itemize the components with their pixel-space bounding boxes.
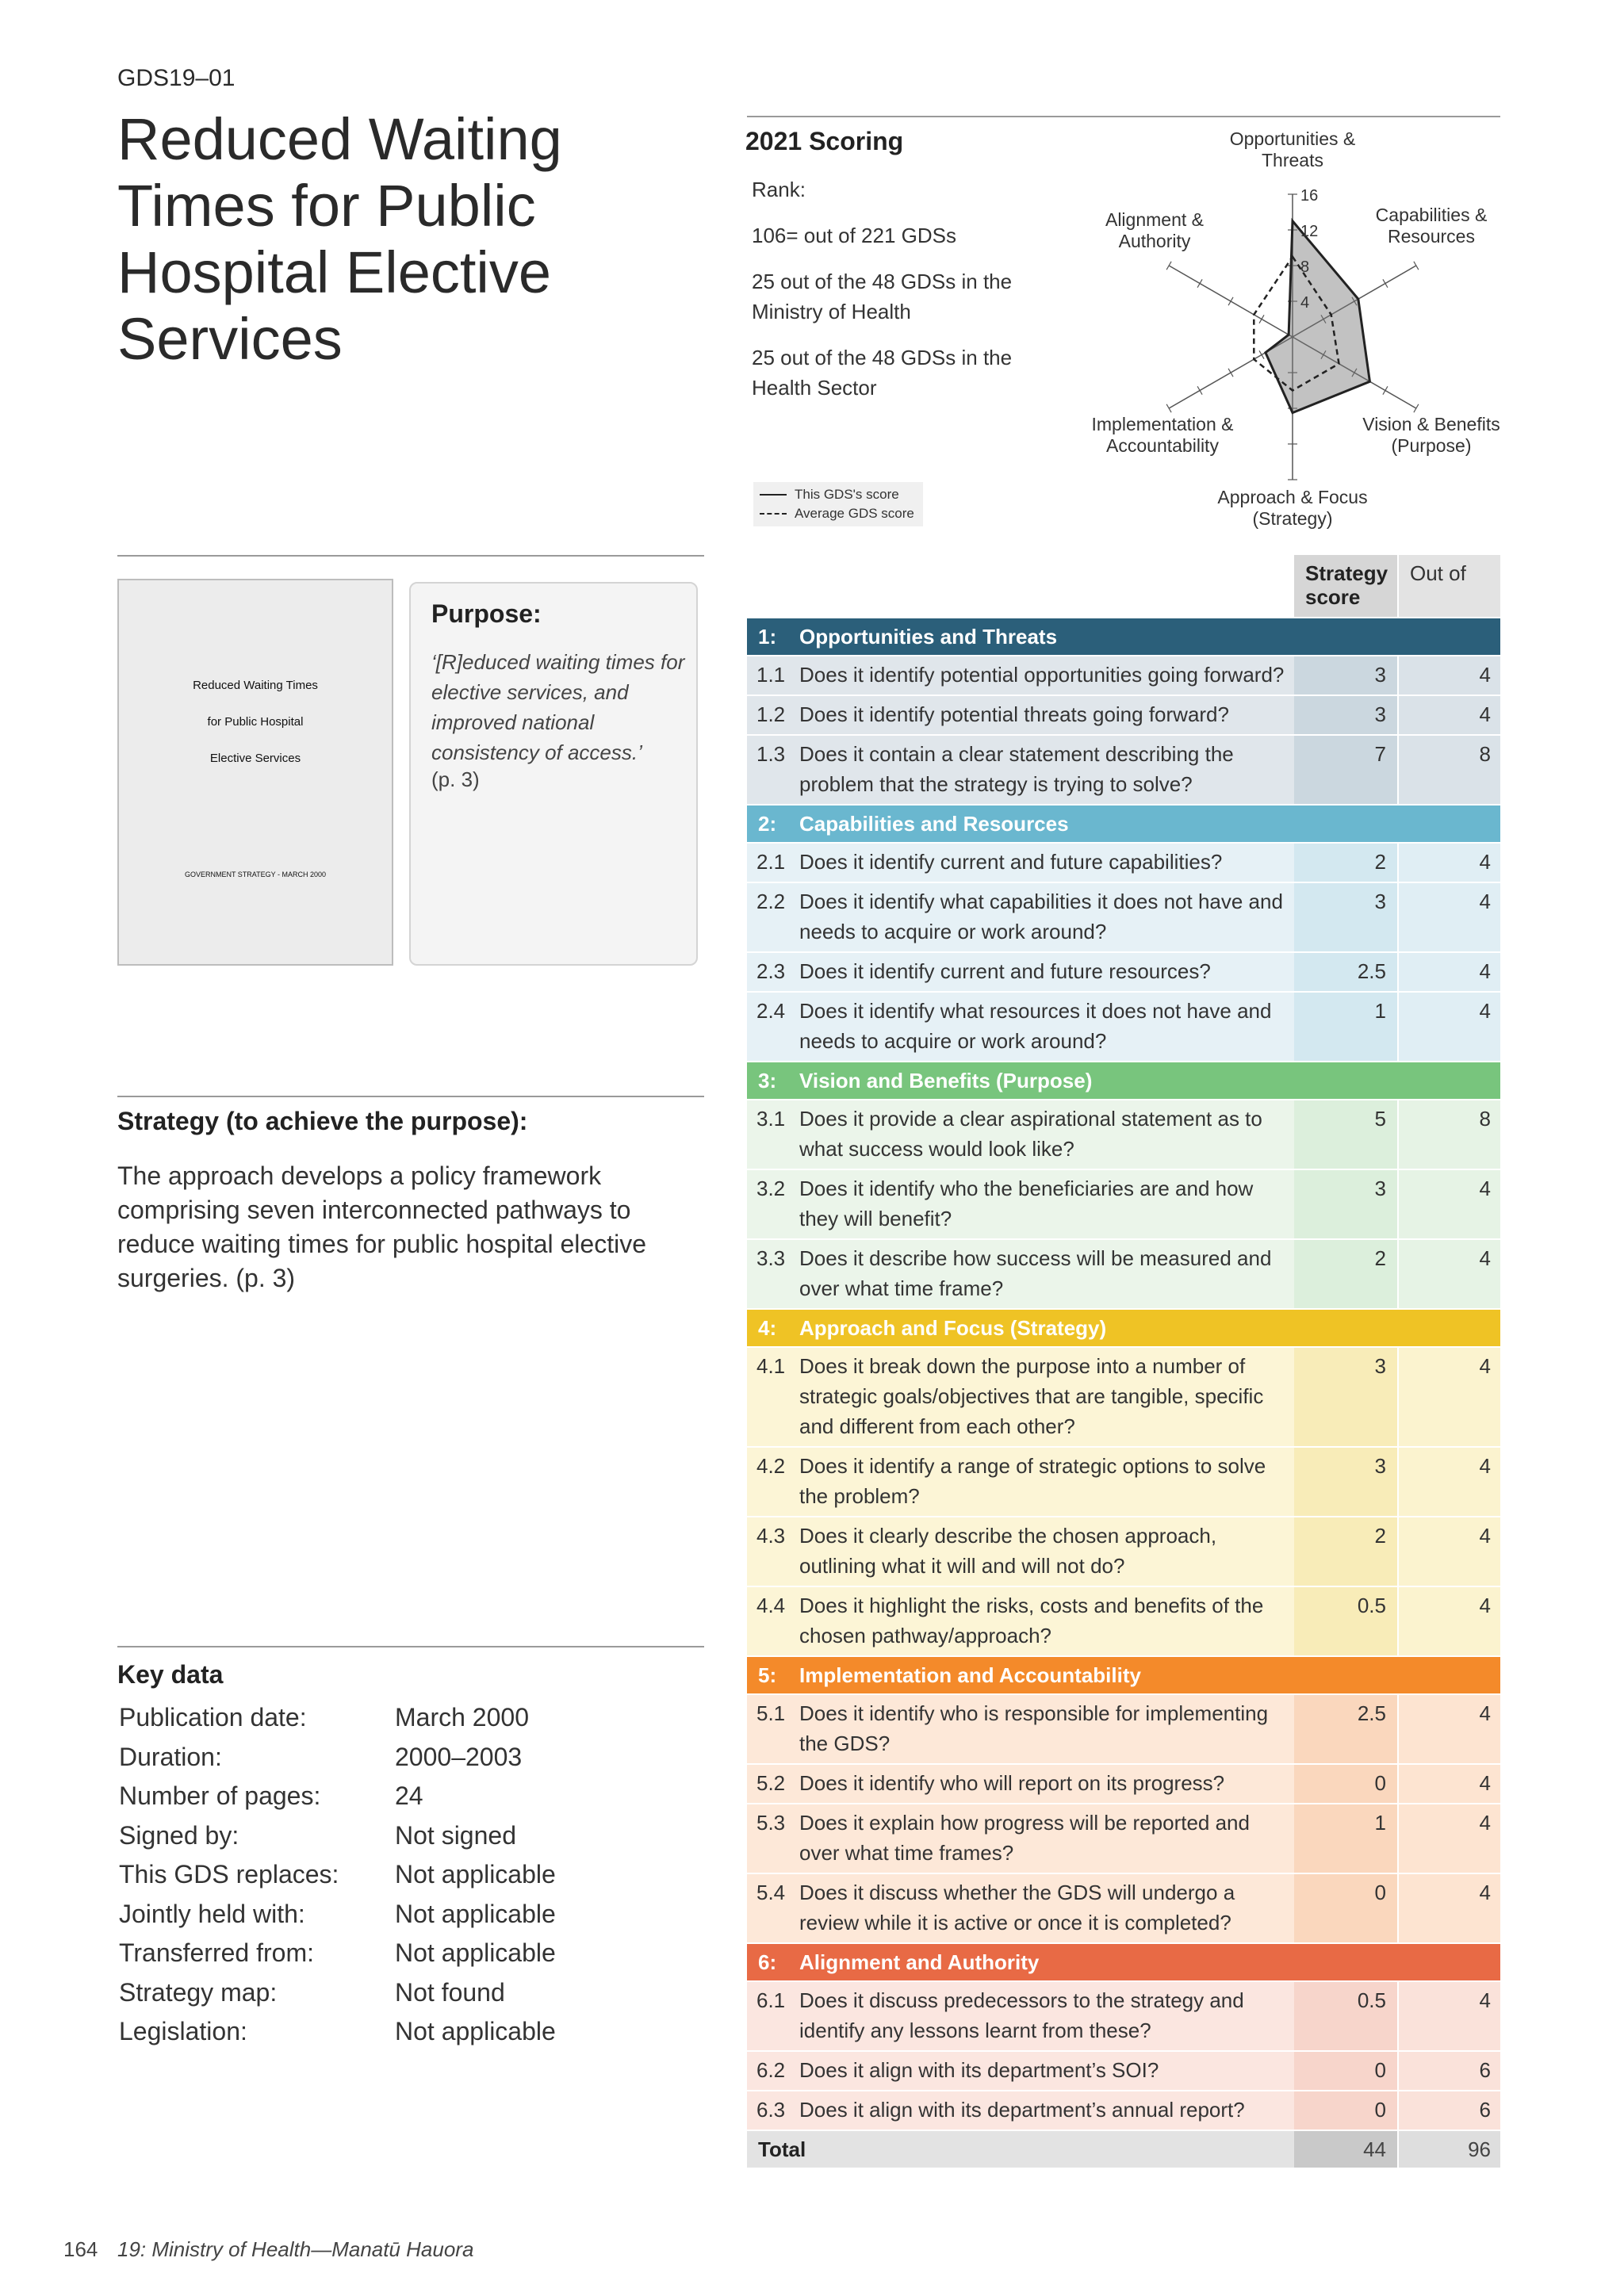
question-score: 2 bbox=[1294, 1517, 1397, 1586]
radar-tick-label: 8 bbox=[1300, 258, 1310, 276]
purpose-page-ref: (p. 3) bbox=[431, 767, 480, 791]
total-row bbox=[747, 2131, 1500, 2168]
question-score: 0.5 bbox=[1294, 1982, 1397, 2050]
score-table bbox=[747, 555, 1500, 2168]
table-row bbox=[747, 1170, 1500, 1238]
question-score: 3 bbox=[1294, 883, 1397, 951]
divider-strategy bbox=[117, 1096, 704, 1097]
question-number: 4.1 bbox=[747, 1348, 799, 1446]
question-number: 1.2 bbox=[747, 696, 799, 734]
section-header bbox=[747, 1310, 1500, 1346]
dashed-line-icon bbox=[760, 513, 787, 515]
question-score: 2.5 bbox=[1294, 1695, 1397, 1763]
question-out-of: 4 bbox=[1399, 1765, 1500, 1803]
radar-tick bbox=[1259, 315, 1264, 323]
question-text: Does it align with its department’s annual report? bbox=[799, 2091, 1294, 2130]
table-row bbox=[747, 1448, 1500, 1516]
question-out-of: 4 bbox=[1399, 993, 1500, 1061]
table-header bbox=[747, 555, 1500, 617]
page-number: 164 bbox=[63, 2237, 98, 2261]
key-data-heading: Key data bbox=[117, 1660, 224, 1689]
question-out-of: 4 bbox=[1399, 844, 1500, 882]
section-number: 4: bbox=[758, 1315, 777, 1340]
question-number: 4.2 bbox=[747, 1448, 799, 1516]
section-title: Vision and Benefits (Purpose) bbox=[799, 1068, 1093, 1093]
section-title: Capabilities and Resources bbox=[799, 811, 1069, 836]
key-data-value: Not applicable bbox=[395, 1938, 556, 1967]
radar-tick bbox=[1414, 404, 1419, 412]
section-title: Opportunities and Threats bbox=[799, 624, 1058, 649]
total-out-of: 96 bbox=[1399, 2131, 1500, 2168]
question-number: 2.4 bbox=[747, 993, 799, 1061]
question-out-of: 4 bbox=[1399, 1170, 1500, 1238]
question-score: 3 bbox=[1294, 696, 1397, 734]
key-data-label: Signed by: bbox=[119, 1820, 239, 1850]
radar-tick-label: 12 bbox=[1300, 223, 1319, 240]
section-number: 1: bbox=[758, 624, 777, 649]
question-score: 7 bbox=[1294, 736, 1397, 804]
radar-legend bbox=[753, 482, 923, 526]
key-data-value: 2000–2003 bbox=[395, 1742, 523, 1771]
radar-tick bbox=[1228, 297, 1233, 305]
key-data-value: 24 bbox=[395, 1781, 423, 1810]
question-score: 0.5 bbox=[1294, 1587, 1397, 1655]
radar-tick-label: 16 bbox=[1300, 187, 1319, 205]
question-number: 6.2 bbox=[747, 2052, 799, 2090]
cover-footer: GOVERNMENT STRATEGY - MARCH 2000 bbox=[184, 871, 327, 878]
radar-tick-label: 4 bbox=[1300, 294, 1310, 312]
radar-tick bbox=[1166, 404, 1171, 412]
table-row bbox=[747, 1695, 1500, 1763]
section-number: 6: bbox=[758, 1950, 777, 1974]
question-number: 5.3 bbox=[747, 1804, 799, 1873]
table-body bbox=[747, 618, 1500, 2130]
strategy-text: The approach develops a policy framework comprising seven interconnected pathways to reduce waiting times for public hospital elective surgeries. (p. 3) bbox=[117, 1161, 646, 1292]
question-text: Does it highlight the risks, costs and benefits of the chosen pathway/approach? bbox=[799, 1587, 1294, 1655]
question-out-of: 4 bbox=[1399, 1874, 1500, 1942]
question-text: Does it explain how progress will be reported and over what time frames? bbox=[799, 1804, 1294, 1873]
question-out-of: 4 bbox=[1399, 1448, 1500, 1516]
question-number: 5.4 bbox=[747, 1874, 799, 1942]
question-number: 3.1 bbox=[747, 1100, 799, 1169]
radar-tick bbox=[1383, 386, 1388, 394]
scoring-top-rule bbox=[747, 116, 1500, 117]
document-code: GDS19–01 bbox=[117, 65, 236, 91]
question-out-of: 8 bbox=[1399, 736, 1500, 804]
purpose-heading: Purpose: bbox=[431, 599, 542, 628]
radar-tick bbox=[1383, 279, 1388, 287]
purpose-quote: ‘[R]educed waiting times for elective services, and improved national consistency of access.’ bbox=[431, 650, 685, 764]
question-text: Does it break down the purpose into a number of strategic goals/objectives that are tangible, specific and different from each other? bbox=[799, 1348, 1294, 1446]
question-number: 5.1 bbox=[747, 1695, 799, 1763]
question-text: Does it identify who will report on its progress? bbox=[799, 1765, 1294, 1803]
question-text: Does it contain a clear statement describing the problem that the strategy is trying to solve? bbox=[799, 736, 1294, 804]
question-text: Does it discuss predecessors to the strategy and identify any lessons learnt from these? bbox=[799, 1982, 1294, 2050]
question-text: Does it identify what resources it does not have and needs to acquire or work around? bbox=[799, 993, 1294, 1061]
question-out-of: 4 bbox=[1399, 1695, 1500, 1763]
question-number: 3.3 bbox=[747, 1240, 799, 1308]
key-data-label: Transferred from: bbox=[119, 1938, 314, 1967]
question-score: 0 bbox=[1294, 1874, 1397, 1942]
question-out-of: 4 bbox=[1399, 1587, 1500, 1655]
question-text: Does it provide a clear aspirational statement as to what success would look like? bbox=[799, 1100, 1294, 1169]
question-out-of: 4 bbox=[1399, 1348, 1500, 1446]
table-row bbox=[747, 1240, 1500, 1308]
question-text: Does it identify a range of strategic options to solve the problem? bbox=[799, 1448, 1294, 1516]
strategy-heading: Strategy (to achieve the purpose): bbox=[117, 1107, 528, 1135]
question-out-of: 4 bbox=[1399, 1982, 1500, 2050]
question-number: 2.2 bbox=[747, 883, 799, 951]
question-score: 3 bbox=[1294, 1348, 1397, 1446]
question-out-of: 4 bbox=[1399, 656, 1500, 695]
key-data-label: Publication date: bbox=[119, 1703, 307, 1732]
section-number: 5: bbox=[758, 1663, 777, 1687]
key-data-label: This GDS replaces: bbox=[119, 1860, 339, 1888]
question-out-of: 4 bbox=[1399, 1517, 1500, 1586]
cover-line-1: Reduced Waiting Times bbox=[193, 679, 318, 692]
question-text: Does it clearly describe the chosen approach, outlining what it will and will not do? bbox=[799, 1517, 1294, 1586]
radar-label-alignment: Alignment & Authority bbox=[1105, 209, 1204, 251]
question-out-of: 4 bbox=[1399, 1804, 1500, 1873]
question-text: Does it identify who the beneficiaries are and how they will benefit? bbox=[799, 1170, 1294, 1238]
scoring-heading: 2021 Scoring bbox=[745, 127, 904, 155]
radar-label-implementation: Implementation & Accountability bbox=[1091, 414, 1234, 456]
question-out-of: 6 bbox=[1399, 2052, 1500, 2090]
key-data-label: Legislation: bbox=[119, 2017, 247, 2045]
question-number: 1.1 bbox=[747, 656, 799, 695]
question-score: 5 bbox=[1294, 1100, 1397, 1169]
purpose-box bbox=[409, 582, 698, 966]
section-header bbox=[747, 1657, 1500, 1693]
table-row bbox=[747, 736, 1500, 804]
question-number: 4.4 bbox=[747, 1587, 799, 1655]
rank-sector: 25 out of the 48 GDSs in the Health Sector bbox=[752, 346, 1013, 400]
table-row bbox=[747, 1874, 1500, 1942]
legend-this-gds: This GDS's score bbox=[760, 487, 899, 503]
question-text: Does it identify what capabilities it does not have and needs to acquire or work around? bbox=[799, 883, 1294, 951]
key-data-label: Number of pages: bbox=[119, 1781, 321, 1810]
question-score: 2 bbox=[1294, 844, 1397, 882]
question-out-of: 4 bbox=[1399, 883, 1500, 951]
table-row bbox=[747, 1348, 1500, 1446]
page-title: Reduced Waiting Times for Public Hospital Elective Services bbox=[117, 106, 562, 372]
section-header bbox=[747, 1944, 1500, 1980]
question-number: 4.3 bbox=[747, 1517, 799, 1586]
key-data-label: Strategy map: bbox=[119, 1977, 278, 2007]
divider-purpose bbox=[117, 555, 704, 557]
table-row bbox=[747, 2091, 1500, 2130]
key-data-value: Not applicable bbox=[395, 1860, 556, 1888]
question-out-of: 6 bbox=[1399, 2091, 1500, 2130]
question-number: 1.3 bbox=[747, 736, 799, 804]
question-score: 0 bbox=[1294, 2091, 1397, 2130]
question-number: 3.2 bbox=[747, 1170, 799, 1238]
radar-tick bbox=[1228, 369, 1233, 377]
key-data-value: Not applicable bbox=[395, 2017, 556, 2045]
question-score: 2.5 bbox=[1294, 953, 1397, 991]
table-row bbox=[747, 1765, 1500, 1803]
radar-label-vision: Vision & Benefits (Purpose) bbox=[1362, 414, 1500, 456]
table-row bbox=[747, 1587, 1500, 1655]
total-score: 44 bbox=[1294, 2131, 1397, 2168]
question-text: Does it identify current and future capabilities? bbox=[799, 844, 1294, 882]
cover-line-2: for Public Hospital bbox=[207, 715, 304, 729]
key-data-value: Not found bbox=[395, 1977, 505, 2007]
section-title: Implementation and Accountability bbox=[799, 1663, 1141, 1687]
radar-tick bbox=[1414, 262, 1419, 270]
section-number: 3: bbox=[758, 1068, 777, 1093]
table-row bbox=[747, 2052, 1500, 2090]
radar-tick bbox=[1197, 279, 1202, 287]
table-row bbox=[747, 1517, 1500, 1586]
key-data-label: Duration: bbox=[119, 1742, 222, 1771]
key-data-value: Not signed bbox=[395, 1820, 516, 1850]
table-row bbox=[747, 1804, 1500, 1873]
radar-tick bbox=[1166, 262, 1171, 270]
section-header bbox=[747, 1062, 1500, 1099]
rank-overall: 106= out of 221 GDSs bbox=[752, 224, 957, 247]
question-text: Does it align with its department’s SOI? bbox=[799, 2052, 1294, 2090]
section-header bbox=[747, 806, 1500, 842]
question-number: 6.3 bbox=[747, 2091, 799, 2130]
table-row bbox=[747, 1982, 1500, 2050]
question-number: 2.1 bbox=[747, 844, 799, 882]
question-text: Does it describe how success will be measured and over what time frame? bbox=[799, 1240, 1294, 1308]
question-number: 2.3 bbox=[747, 953, 799, 991]
table-row bbox=[747, 844, 1500, 882]
question-out-of: 8 bbox=[1399, 1100, 1500, 1169]
table-row bbox=[747, 1100, 1500, 1169]
document-cover-thumbnail bbox=[117, 579, 393, 966]
table-row bbox=[747, 696, 1500, 734]
key-data-value: March 2000 bbox=[395, 1703, 529, 1732]
radar-label-approach: Approach & Focus (Strategy) bbox=[1217, 487, 1368, 529]
question-out-of: 4 bbox=[1399, 953, 1500, 991]
question-score: 3 bbox=[1294, 656, 1397, 695]
question-score: 1 bbox=[1294, 1804, 1397, 1873]
key-data-label: Jointly held with: bbox=[119, 1899, 305, 1928]
question-text: Does it identify potential threats going forward? bbox=[799, 696, 1294, 734]
solid-line-icon bbox=[760, 494, 787, 496]
radar-label-capabilities: Capabilities & Resources bbox=[1375, 205, 1488, 247]
radar-series-this-gds bbox=[1266, 221, 1370, 413]
question-score: 3 bbox=[1294, 1448, 1397, 1516]
footer-text: 19: Ministry of Health—Manatū Hauora bbox=[117, 2237, 474, 2261]
question-score: 0 bbox=[1294, 1765, 1397, 1803]
cover-line-3: Elective Services bbox=[209, 752, 301, 765]
divider-key-data bbox=[117, 1646, 704, 1647]
key-data-value: Not applicable bbox=[395, 1899, 556, 1928]
header-strategy-score: Strategy score bbox=[1294, 555, 1397, 617]
total-label: Total bbox=[747, 2131, 1294, 2168]
question-out-of: 4 bbox=[1399, 696, 1500, 734]
question-score: 0 bbox=[1294, 2052, 1397, 2090]
question-score: 3 bbox=[1294, 1170, 1397, 1238]
section-number: 2: bbox=[758, 811, 777, 836]
section-title: Approach and Focus (Strategy) bbox=[799, 1315, 1107, 1340]
section-title: Alignment and Authority bbox=[799, 1950, 1040, 1974]
question-text: Does it discuss whether the GDS will undergo a review while it is active or once it is completed? bbox=[799, 1874, 1294, 1942]
legend-average: Average GDS score bbox=[760, 506, 914, 522]
question-text: Does it identify potential opportunities going forward? bbox=[799, 656, 1294, 695]
rank-label: Rank: bbox=[752, 178, 806, 201]
question-text: Does it identify who is responsible for implementing the GDS? bbox=[799, 1695, 1294, 1763]
rank-ministry: 25 out of the 48 GDSs in the Ministry of Health bbox=[752, 270, 1013, 323]
radar-label-opportunities: Opportunities & Threats bbox=[1229, 128, 1356, 170]
table-row bbox=[747, 953, 1500, 991]
header-out-of: Out of bbox=[1399, 555, 1500, 617]
section-header bbox=[747, 618, 1500, 655]
table-row bbox=[747, 883, 1500, 951]
table-row bbox=[747, 656, 1500, 695]
question-number: 5.2 bbox=[747, 1765, 799, 1803]
table-row bbox=[747, 993, 1500, 1061]
question-out-of: 4 bbox=[1399, 1240, 1500, 1308]
question-number: 6.1 bbox=[747, 1982, 799, 2050]
question-score: 2 bbox=[1294, 1240, 1397, 1308]
question-score: 1 bbox=[1294, 993, 1397, 1061]
radar-tick bbox=[1259, 350, 1264, 358]
radar-tick bbox=[1197, 386, 1202, 394]
question-text: Does it identify current and future resources? bbox=[799, 953, 1294, 991]
